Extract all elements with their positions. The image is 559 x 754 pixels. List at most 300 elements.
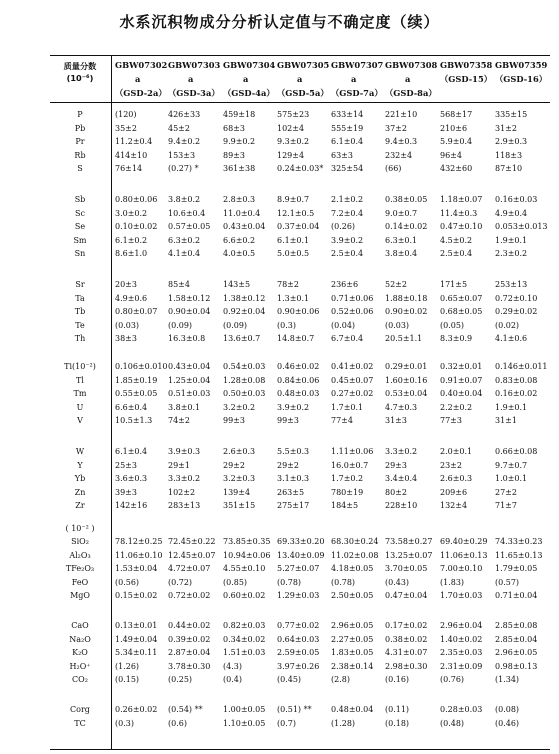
value-cell: 0.14±0.02: [385, 222, 428, 232]
value-cell: (0.15): [115, 675, 140, 685]
value-cell: 9.9±0.2: [223, 137, 256, 147]
value-cell: (0.76): [440, 675, 465, 685]
value-cell: 1.0±0.1: [495, 474, 528, 484]
value-cell: 38±3: [115, 334, 137, 344]
table-row: [50, 461, 550, 474]
value-cell: 4.9±0.6: [115, 293, 148, 303]
value-cell: 351±15: [223, 501, 256, 511]
value-cell: 1.9±0.1: [495, 235, 528, 245]
value-cell: 7.00±0.10: [440, 564, 483, 574]
value-cell: 16.3±0.8: [168, 334, 206, 344]
value-cell: 0.90±0.02: [385, 307, 428, 317]
value-cell: (0.46): [495, 718, 520, 728]
value-cell: 2.85±0.08: [495, 621, 538, 630]
value-cell: 4.9±0.4: [495, 208, 528, 218]
element-label: K₂O: [72, 648, 88, 658]
table-row: [50, 137, 550, 150]
element-label: Y: [77, 460, 83, 470]
value-cell: 0.91±0.07: [440, 375, 483, 385]
value-cell: 2.87±0.04: [168, 648, 211, 658]
value-cell: 20.5±1.1: [385, 334, 423, 344]
value-cell: 1.58±0.12: [168, 293, 211, 303]
value-cell: 78.12±0.25: [115, 537, 163, 546]
table-top-rule: [50, 55, 550, 56]
value-cell: (0.4): [223, 675, 242, 685]
table-bottom-rule: [50, 749, 550, 750]
value-cell: 283±13: [168, 501, 201, 511]
value-cell: 0.72±0.02: [168, 591, 211, 601]
value-cell: (0.54) **: [168, 705, 203, 714]
value-cell: 85±4: [168, 280, 190, 289]
value-cell: 459±18: [223, 110, 256, 119]
value-cell: 3.2±0.2: [223, 402, 256, 412]
value-cell: 0.053±0.013: [495, 222, 548, 232]
value-cell: 29±2: [223, 460, 245, 470]
value-cell: 12.45±0.07: [168, 550, 216, 560]
element-label: Sr: [75, 280, 85, 289]
value-cell: 3.70±0.05: [385, 564, 428, 574]
value-cell: 0.90±0.04: [168, 307, 211, 317]
element-label: Pb: [74, 123, 86, 133]
value-cell: 37±2: [385, 123, 407, 133]
column-sample: （GSD-3a）: [168, 88, 220, 98]
value-cell: 335±15: [495, 110, 528, 119]
value-cell: 0.98±0.13: [495, 661, 538, 671]
value-cell: 0.52±0.06: [331, 307, 374, 317]
value-cell: 0.68±0.05: [440, 307, 483, 317]
table-row: [50, 564, 550, 577]
value-cell: 132±4: [440, 501, 468, 511]
element-label: Yb: [74, 474, 86, 484]
value-cell: 63±3: [331, 150, 353, 160]
table-row: [50, 662, 550, 675]
value-cell: 0.146±0.011: [495, 362, 548, 371]
value-cell: 0.90±0.06: [277, 307, 320, 317]
value-cell: 414±10: [115, 150, 148, 160]
value-cell: 275±17: [277, 501, 310, 511]
element-label: Tm: [73, 389, 87, 399]
element-label: Sn: [74, 249, 86, 259]
column-note: a: [297, 74, 303, 84]
value-cell: 3.97±0.26: [277, 661, 320, 671]
element-label: FeO: [71, 577, 89, 587]
value-cell: 0.32±0.01: [440, 362, 483, 371]
header-label: 质量分数: [63, 61, 97, 71]
value-cell: 0.45±0.07: [331, 375, 374, 385]
value-cell: 6.6±0.4: [115, 402, 148, 412]
table-row: [50, 362, 550, 375]
value-cell: 142±16: [115, 501, 148, 511]
value-cell: 633±14: [331, 110, 364, 119]
value-cell: 325±54: [331, 164, 364, 174]
column-code: GBW07304: [223, 60, 276, 70]
value-cell: 73.58±0.27: [385, 537, 433, 546]
value-cell: 4.31±0.07: [385, 648, 428, 658]
element-label: SiO₂: [71, 537, 89, 546]
value-cell: 3.8±0.2: [168, 195, 201, 204]
value-cell: 6.7±0.4: [331, 334, 364, 344]
value-cell: 13.25±0.07: [385, 550, 433, 560]
value-cell: (1.83): [440, 577, 465, 587]
value-cell: 6.1±0.4: [115, 447, 148, 456]
page-title: 水系沉积物成分分析认定值与不确定度（续）: [119, 13, 440, 31]
element-label: Tl: [76, 375, 84, 385]
value-cell: 13.40±0.09: [277, 550, 325, 560]
table-row: [50, 307, 550, 320]
element-label: Tb: [74, 307, 86, 317]
column-note: a: [405, 74, 411, 84]
element-label: Th: [74, 334, 86, 344]
value-cell: 0.39±0.02: [168, 634, 211, 644]
value-cell: 1.25±0.04: [168, 375, 211, 385]
column-sample: （GSD-5a）: [277, 88, 329, 98]
table-row: [50, 209, 550, 222]
element-label: TC: [74, 718, 86, 728]
table-row: [50, 110, 550, 123]
value-cell: 3.8±0.1: [168, 402, 201, 412]
value-cell: 5.34±0.11: [115, 648, 158, 658]
value-cell: 1.38±0.12: [223, 293, 266, 303]
value-cell: 139±4: [223, 487, 251, 497]
value-cell: 2.35±0.03: [440, 648, 483, 658]
value-cell: (0.43): [385, 577, 410, 587]
value-cell: 1.85±0.19: [115, 375, 158, 385]
value-cell: 253±13: [495, 280, 528, 289]
value-cell: 31±3: [385, 416, 407, 426]
element-label: Sc: [75, 208, 85, 218]
value-cell: 4.72±0.07: [168, 564, 211, 574]
element-label: Se: [74, 222, 86, 232]
value-cell: 3.9±0.2: [277, 402, 310, 412]
value-cell: 1.83±0.05: [331, 648, 374, 658]
value-cell: (0.09): [223, 320, 248, 330]
element-label: Al₂O₃: [69, 550, 91, 560]
value-cell: (0.6): [168, 718, 187, 728]
element-label: Zr: [75, 501, 85, 511]
table-row: [50, 249, 550, 262]
value-cell: 0.43±0.04: [223, 222, 266, 232]
header-label-cell: [50, 60, 110, 84]
value-cell: 2.96±0.05: [331, 621, 374, 630]
oxide-unit-label: ( 10⁻² ): [65, 524, 95, 533]
table-row: [50, 294, 550, 307]
column-sample: （GSD-4a）: [223, 88, 275, 98]
table-row: [50, 591, 550, 604]
value-cell: 11.06±0.13: [440, 550, 488, 560]
value-cell: 5.0±0.5: [277, 249, 310, 259]
value-cell: 6.3±0.2: [168, 235, 201, 245]
value-cell: 171±5: [440, 280, 468, 289]
value-cell: 1.70±0.03: [440, 591, 483, 601]
column-code: GBW07359: [495, 60, 548, 70]
value-cell: 232±4: [385, 150, 413, 160]
value-cell: (0.26): [331, 222, 356, 232]
table-row: [50, 719, 550, 732]
value-cell: 4.7±0.3: [385, 402, 418, 412]
value-cell: 11.06±0.10: [115, 550, 163, 560]
column-code: GBW07358: [440, 60, 493, 70]
value-cell: 29±1: [168, 460, 190, 470]
value-cell: 2.6±0.3: [223, 447, 256, 456]
value-cell: 2.2±0.2: [440, 402, 473, 412]
table-row: [50, 376, 550, 389]
value-cell: 10.5±1.3: [115, 416, 153, 426]
value-cell: (0.11): [385, 705, 410, 714]
element-label: V: [77, 416, 83, 426]
column-header: [168, 58, 220, 100]
value-cell: (0.27) *: [168, 164, 199, 174]
value-cell: 0.50±0.03: [223, 389, 266, 399]
value-cell: 0.53±0.04: [385, 389, 428, 399]
value-cell: 69.40±0.29: [440, 537, 488, 546]
value-cell: 29±3: [385, 460, 407, 470]
value-cell: 25±3: [115, 460, 137, 470]
value-cell: 99±3: [277, 416, 299, 426]
value-cell: 0.17±0.02: [385, 621, 428, 630]
value-cell: 568±17: [440, 110, 473, 119]
value-cell: 78±2: [277, 280, 299, 289]
table-row: [50, 280, 550, 293]
value-cell: 96±4: [440, 150, 462, 160]
value-cell: 263±5: [277, 487, 305, 497]
value-cell: 0.40±0.04: [440, 389, 483, 399]
value-cell: 2.9±0.3: [495, 137, 528, 147]
column-sample: （GSD-8a）: [385, 88, 437, 98]
column-sample: （GSD-2a）: [115, 88, 167, 98]
value-cell: 0.84±0.06: [277, 375, 320, 385]
table-row: [50, 621, 550, 634]
value-cell: 1.3±0.1: [277, 293, 310, 303]
value-cell: (0.04): [331, 320, 356, 330]
column-header: [331, 58, 383, 100]
value-cell: (0.78): [277, 577, 302, 587]
value-cell: (1.28): [331, 718, 356, 728]
value-cell: (0.16): [385, 675, 410, 685]
column-header: [495, 58, 547, 100]
value-cell: 11.0±0.4: [223, 208, 261, 218]
element-label: W: [75, 447, 85, 456]
value-cell: 0.51±0.03: [168, 389, 211, 399]
value-cell: 1.7±0.2: [331, 474, 364, 484]
table-row: [50, 675, 550, 688]
table-row: [50, 124, 550, 137]
value-cell: 12.1±0.5: [277, 208, 315, 218]
value-cell: 1.7±0.1: [331, 402, 364, 412]
value-cell: 0.29±0.02: [495, 307, 538, 317]
element-label: CO₂: [72, 675, 88, 685]
value-cell: 4.55±0.10: [223, 564, 266, 574]
table-row: [50, 635, 550, 648]
value-cell: 0.47±0.04: [385, 591, 428, 601]
element-label: P: [77, 110, 83, 119]
column-code: GBW07303: [168, 60, 221, 70]
value-cell: 9.4±0.2: [168, 137, 201, 147]
value-cell: 5.9±0.4: [440, 137, 473, 147]
value-cell: 2.1±0.2: [331, 195, 364, 204]
table-row: [50, 236, 550, 249]
value-cell: (1.26): [115, 661, 140, 671]
value-cell: 0.54±0.03: [223, 362, 266, 371]
value-cell: 0.13±0.01: [115, 621, 158, 630]
value-cell: 6.3±0.1: [385, 235, 418, 245]
value-cell: 10.94±0.06: [223, 550, 271, 560]
value-cell: 780±19: [331, 487, 364, 497]
value-cell: 8.6±1.0: [115, 249, 148, 259]
element-label: Te: [75, 320, 85, 330]
value-cell: 0.15±0.02: [115, 591, 158, 601]
value-cell: (4.3): [223, 661, 242, 671]
value-cell: 102±4: [277, 123, 305, 133]
value-cell: 432±60: [440, 164, 473, 174]
table-row: [50, 222, 550, 235]
header-bottom-rule: [50, 102, 550, 103]
value-cell: 29±2: [277, 460, 299, 470]
value-cell: 99±3: [223, 416, 245, 426]
value-cell: 0.48±0.03: [277, 389, 320, 399]
value-cell: 73.85±0.35: [223, 537, 271, 546]
value-cell: (0.85): [223, 577, 248, 587]
value-cell: 77±3: [440, 416, 462, 426]
value-cell: 52±2: [385, 280, 407, 289]
value-cell: (0.09): [168, 320, 193, 330]
value-cell: 5.27±0.07: [277, 564, 320, 574]
value-cell: 3.6±0.3: [115, 474, 148, 484]
value-cell: 0.64±0.03: [277, 634, 320, 644]
value-cell: (2.8): [331, 675, 350, 685]
value-cell: 2.96±0.04: [440, 621, 483, 630]
column-sample: （GSD-7a）: [331, 88, 383, 98]
value-cell: 6.6±0.2: [223, 235, 256, 245]
value-cell: 361±38: [223, 164, 256, 174]
element-label: Ta: [75, 293, 85, 303]
element-label: Pr: [75, 137, 85, 147]
value-cell: 31±1: [495, 416, 517, 426]
value-cell: 74.33±0.23: [495, 537, 543, 546]
value-cell: 45±2: [168, 123, 190, 133]
value-cell: (0.3): [115, 718, 134, 728]
value-cell: 221±10: [385, 110, 418, 119]
element-label: Ti(10⁻²): [64, 362, 96, 371]
value-cell: 102±2: [168, 487, 196, 497]
value-cell: 210±6: [440, 123, 468, 133]
value-cell: 11.4±0.3: [440, 208, 478, 218]
value-cell: 74±2: [168, 416, 190, 426]
column-header: [277, 58, 329, 100]
element-label: U: [76, 402, 84, 412]
table-row: [50, 416, 550, 429]
value-cell: 0.38±0.05: [385, 195, 428, 204]
table-row: [50, 403, 550, 416]
value-cell: 6.1±0.2: [115, 235, 148, 245]
value-cell: 184±5: [331, 501, 359, 511]
value-cell: 228±10: [385, 501, 418, 511]
value-cell: 1.11±0.06: [331, 447, 374, 456]
value-cell: 6.1±0.1: [277, 235, 310, 245]
value-cell: 1.79±0.05: [495, 564, 538, 574]
value-cell: (0.02): [495, 320, 520, 330]
value-cell: 0.82±0.03: [223, 621, 266, 630]
value-cell: 4.5±0.2: [440, 235, 473, 245]
value-cell: 2.38±0.14: [331, 661, 374, 671]
value-cell: 0.27±0.02: [331, 389, 374, 399]
value-cell: 16.0±0.7: [331, 460, 369, 470]
value-cell: 2.85±0.04: [495, 634, 538, 644]
header-unit: (10⁻⁶): [66, 73, 94, 83]
value-cell: 20±3: [115, 280, 137, 289]
value-cell: 0.48±0.04: [331, 705, 374, 714]
column-header: [115, 58, 167, 100]
column-code: GBW07305: [277, 60, 330, 70]
element-label: MgO: [70, 591, 90, 601]
value-cell: 13.6±0.7: [223, 334, 261, 344]
value-cell: 0.28±0.03: [440, 705, 483, 714]
value-cell: (0.72): [168, 577, 193, 587]
value-cell: 3.0±0.2: [115, 208, 148, 218]
value-cell: 10.6±0.4: [168, 208, 206, 218]
value-cell: 87±10: [495, 164, 523, 174]
element-label: Sb: [74, 195, 86, 204]
value-cell: 9.0±0.7: [385, 208, 418, 218]
value-cell: (66): [385, 164, 402, 174]
value-cell: 1.49±0.04: [115, 634, 158, 644]
value-cell: 3.3±0.2: [385, 447, 418, 456]
table-row: [50, 648, 550, 661]
value-cell: 0.65±0.07: [440, 293, 483, 303]
column-header: [385, 58, 437, 100]
value-cell: 0.77±0.02: [277, 621, 320, 630]
value-cell: 129±4: [277, 150, 305, 160]
value-cell: (0.03): [385, 320, 410, 330]
value-cell: 0.16±0.03: [495, 195, 538, 204]
table-row: [50, 164, 550, 177]
value-cell: 0.92±0.04: [223, 307, 266, 317]
value-cell: 0.16±0.02: [495, 389, 538, 399]
column-note: a: [188, 74, 194, 84]
value-cell: 4.0±0.5: [223, 249, 256, 259]
table-row: [50, 321, 550, 334]
value-cell: 0.60±0.02: [223, 591, 266, 601]
table-row: [50, 537, 550, 550]
value-cell: 0.80±0.06: [115, 195, 158, 204]
value-cell: 3.78±0.30: [168, 661, 211, 671]
element-label: Na₂O: [69, 634, 91, 644]
value-cell: 72.45±0.22: [168, 537, 216, 546]
value-cell: 426±33: [168, 110, 201, 119]
table-row: [50, 334, 550, 347]
value-cell: 1.9±0.1: [495, 402, 528, 412]
value-cell: 0.80±0.07: [115, 307, 158, 317]
column-note: a: [135, 74, 141, 84]
value-cell: 0.34±0.02: [223, 634, 266, 644]
value-cell: 9.3±0.2: [277, 137, 310, 147]
value-cell: 39±3: [115, 487, 137, 497]
value-cell: 2.6±0.3: [440, 474, 473, 484]
element-label: Sm: [73, 235, 87, 245]
value-cell: 3.9±0.3: [168, 447, 201, 456]
value-cell: 31±2: [495, 123, 517, 133]
value-cell: 1.60±0.16: [385, 375, 428, 385]
value-cell: 68±3: [223, 123, 245, 133]
value-cell: 0.55±0.05: [115, 389, 158, 399]
value-cell: 0.38±0.02: [385, 634, 428, 644]
table-row: [50, 551, 550, 564]
value-cell: 76±14: [115, 164, 143, 174]
value-cell: 3.8±0.4: [385, 249, 418, 259]
value-cell: 209±6: [440, 487, 468, 497]
value-cell: 69.33±0.20: [277, 537, 325, 546]
value-cell: 80±2: [385, 487, 407, 497]
table-row: [50, 195, 550, 208]
